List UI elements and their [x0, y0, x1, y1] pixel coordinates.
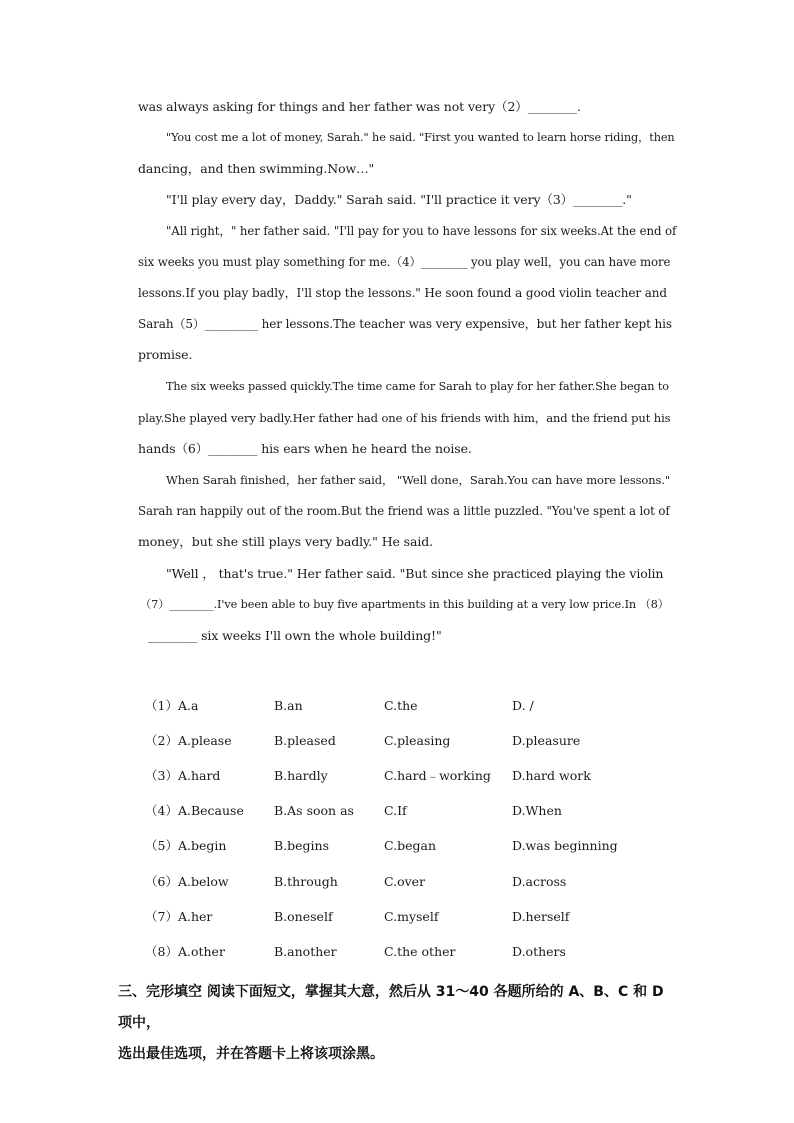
passage-line: play.She played very badly.Her father had one of his friends with him，and the friend put his [138, 411, 671, 425]
passage-line: When Sarah finished，her father said， "Well done，Sarah.You can have more lessons." [166, 473, 671, 487]
option-d: D.others [512, 944, 566, 959]
passage-line: "You cost me a lot of money, Sarah." he said. "First you wanted to learn horse riding，then [166, 131, 675, 144]
section-heading-line: 三、完形填空 阅读下面短文，掌握其大意，然后从 31～40 各题所给的 A、B、C 和 D 项中， [118, 984, 664, 1031]
passage-line: six weeks you must play something for me.（4）________ you play well，you can have more [138, 255, 671, 269]
option-d: D.pleasure [512, 733, 581, 748]
passage-line: Sarah（5）_________ her lessons.The teacher was very expensive，but her father kept his [138, 317, 672, 331]
option-c: C.pleasing [384, 733, 451, 748]
passage-line: dancing，and then swimming.Now…" [138, 161, 375, 176]
option-c: C.over [384, 874, 426, 889]
passage-line: lessons.If you play badly，I'll stop the lessons." He soon found a good violin teacher and [138, 286, 667, 300]
passage-line: was always asking for things and her father was not very（2）________. [138, 99, 581, 114]
option-a: （4）A.Because [145, 803, 244, 818]
option-c: C.myself [384, 909, 439, 924]
section-heading-line: 选出最佳选项，并在答题卡上将该项涂黑。 [118, 1046, 384, 1062]
option-d: D. / [512, 698, 534, 713]
passage-line: （7）________.I've been able to buy five apartments in this building at a very low price.In （8） [140, 598, 669, 611]
option-b: B.another [274, 944, 337, 959]
option-d: D.across [512, 874, 567, 889]
passage-line: Sarah ran happily out of the room.But the friend was a little puzzled. "You've spent a lot of [138, 504, 670, 518]
option-b: B.an [274, 698, 303, 713]
option-a: （8）A.other [145, 944, 225, 959]
option-a: （5）A.begin [145, 838, 227, 853]
option-d: D.When [512, 803, 562, 818]
option-d: D.herself [512, 909, 570, 924]
passage-line: ________ six weeks I'll own the whole building!" [148, 628, 442, 643]
option-c: C.the other [384, 944, 456, 959]
passage-line: "Well ， that's true." Her father said. "But since she practiced playing the violin [166, 566, 664, 581]
option-c: C.the [384, 698, 418, 713]
section-heading [118, 977, 678, 1070]
option-b: B.begins [274, 838, 330, 853]
option-b: B.hardly [274, 768, 328, 783]
option-b: B.As soon as [274, 803, 354, 818]
option-a: （1）A.a [145, 698, 199, 713]
option-d: D.was beginning [512, 838, 618, 853]
passage-line: "All right，" her father said. "I'll pay for you to have lessons for six weeks.At the end of [166, 224, 677, 238]
option-b: B.oneself [274, 909, 333, 924]
option-d: D.hard work [512, 768, 591, 783]
passage-line: The six weeks passed quickly.The time came for Sarah to play for her father.She began to [166, 380, 669, 393]
option-c: C.If [384, 803, 407, 818]
passage-line: hands（6）________ his ears when he heard the noise. [138, 441, 472, 456]
option-b: B.pleased [274, 733, 336, 748]
passage-line: "I'll play every day，Daddy." Sarah said. "I'll practice it very（3）________." [166, 192, 632, 207]
option-c: C.hard﹣working [384, 768, 491, 783]
option-c: C.began [384, 838, 436, 853]
option-a: （7）A.her [145, 909, 213, 924]
passage-line: money，but she still plays very badly." He said. [138, 534, 434, 549]
option-a: （3）A.hard [145, 768, 221, 783]
passage-line: promise. [138, 347, 193, 362]
option-a: （2）A.please [145, 733, 232, 748]
option-a: （6）A.below [145, 874, 229, 889]
option-b: B.through [274, 874, 338, 889]
